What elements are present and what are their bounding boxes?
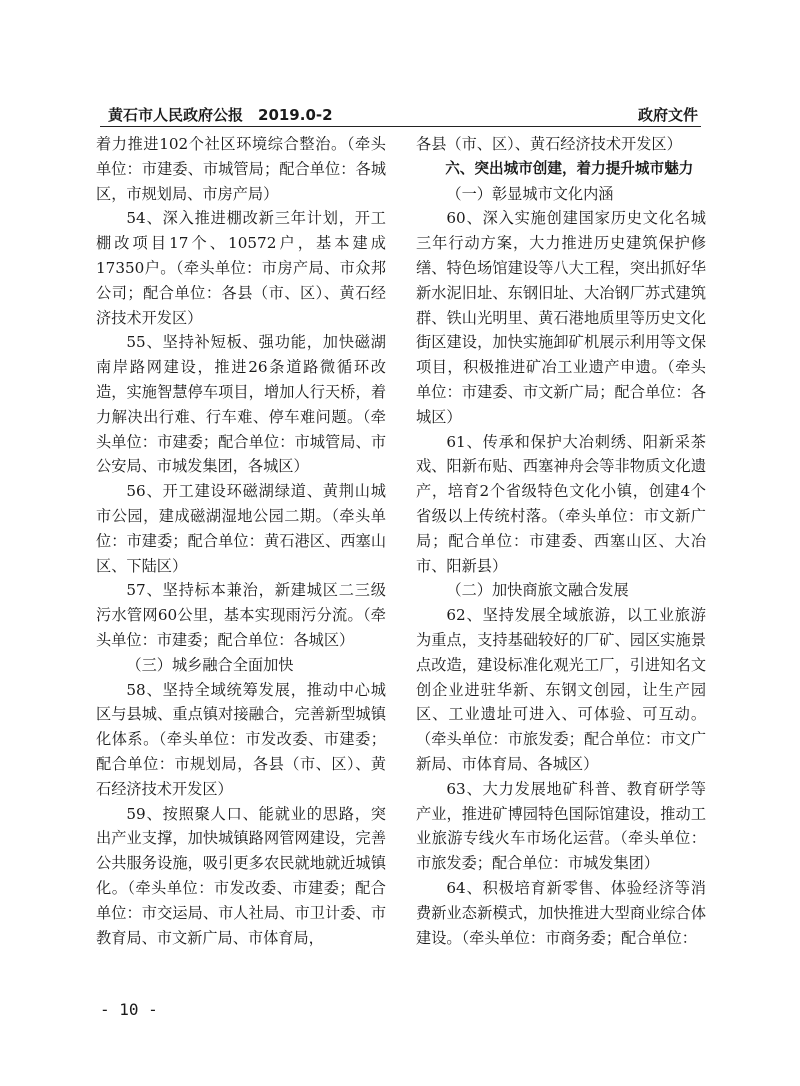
header-rule xyxy=(100,126,701,127)
subsection-heading: （一）彰显城市文化内涵 xyxy=(446,184,614,203)
page-number: - 10 - xyxy=(100,1000,158,1019)
paragraph: 62、坚持发展全域旅游，以工业旅游为重点，支持基础较好的厂矿、园区实施景点改造，建设标准化观光工厂，引进知名文创企业进驻华新、东钢文创园，让生产园区、工业遗址可进入、可体验、可互动。（牵头单位：市旅发委；配合单位：市文广新局、市体育局、各城区） xyxy=(416,606,706,773)
paragraph: 64、积极培育新零售、体验经济等消费新业态新模式，加快推进大型商业综合体建设。（牵头单位：市商务委；配合单位： xyxy=(416,878,706,947)
subsection-heading: （三）城乡融合全面加快 xyxy=(126,655,294,674)
left-column xyxy=(96,132,386,950)
paragraph: 61、传承和保护大冶刺绣、阳新采茶戏、阳新布贴、西塞神舟会等非物质文化遗产，培育2个省级特色文化小镇，创建4个省级以上传统村落。（牵头单位：市文新广局；配合单位：市建委、西塞山区、大冶市、阳新县） xyxy=(416,432,706,575)
section-label: 政府文件 xyxy=(637,106,698,124)
paragraph: 着力推进102个社区环境综合整治。（牵头单位：市建委、市城管局；配合单位：各城区，市规划局、市房产局） xyxy=(96,135,386,203)
section-heading: 六、突出城市创建，着力提升城市魅力 xyxy=(445,159,694,177)
paragraph: 54、深入推进棚改新三年计划，开工棚改项目17个、10572户，基本建成17350户。（牵头单位：市房产局、市众邦公司；配合单位：各县（市、区）、黄石经济技术开发区） xyxy=(96,209,386,327)
paragraph: 57、坚持标本兼治，新建城区二三级污水管网60公里，基本实现雨污分流。（牵头单位：市建委；配合单位：各城区） xyxy=(96,581,386,649)
paragraph: 各县（市、区）、黄石经济技术开发区） xyxy=(416,135,682,153)
page-header xyxy=(100,104,700,126)
paragraph: 59、按照聚人口、能就业的思路，突出产业支撑，加快城镇路网管网建设，完善公共服务设施，吸引更多农民就地就近城镇化。（牵头单位：市发改委、市建委；配合单位：市交运局、市人社局、市卫计委、市教育局、市文新广局、市体育局， xyxy=(96,804,386,947)
paragraph: 55、坚持补短板、强功能，加快磁湖南岸路网建设，推进26条道路微循环改造，实施智慧停车项目，增加人行天桥，着力解决出行难、行车难、停车难问题。（牵头单位：市建委；配合单位：市城管局、市公安局、市城发集团，各城区） xyxy=(96,333,386,476)
gazette-title: 黄石市人民政府公报 2019.0-2 xyxy=(108,106,333,124)
paragraph: 63、大力发展地矿科普、教育研学等产业，推进矿博园特色国际馆建设，推动工业旅游专线火车市场化运营。（牵头单位：市旅发委；配合单位：市城发集团） xyxy=(416,779,706,873)
subsection-heading: （二）加快商旅文融合发展 xyxy=(446,581,629,600)
paragraph: 60、深入实施创建国家历史文化名城三年行动方案，大力推进历史建筑保护修缮、特色场馆建设等八大工程，突出抓好华新水泥旧址、东钢旧址、大冶钢厂苏式建筑群、铁山光明里、黄石港地质里等历史文化街区建设，加快实施卸矿机展示利用等文保项目，积极推进矿冶工业遗产申遗。（牵头单位：市建委、市文新广局；配合单位：各城区） xyxy=(416,209,706,426)
paragraph: 56、开工建设环磁湖绿道、黄荆山城市公园，建成磁湖湿地公园二期。（牵头单位：市建委；配合单位：黄石港区、西塞山区、下陆区） xyxy=(96,482,386,575)
paragraph: 58、坚持全域统筹发展，推动中心城区与县城、重点镇对接融合，完善新型城镇化体系。（牵头单位：市发改委、市建委；配合单位：市规划局，各县（市、区）、黄石经济技术开发区） xyxy=(96,680,386,798)
right-column xyxy=(416,132,706,950)
